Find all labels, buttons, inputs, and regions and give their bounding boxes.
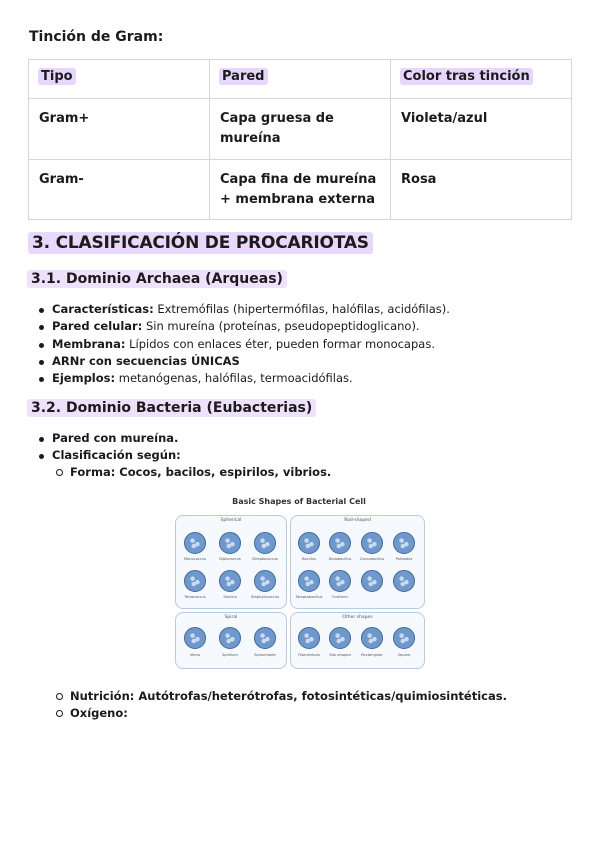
table-header-row [29, 60, 572, 99]
list-item: Membrana: Lípidos con enlaces éter, pueden formar monocapas. [38, 336, 450, 353]
sub-list-item: Nutrición: Autótrofas/heterótrofas, fotosintéticas/quimiosintéticas. [56, 688, 507, 705]
archaea-list [38, 301, 450, 387]
cell-color: Violeta/azul [391, 99, 572, 160]
cell-label: Coccobacillus [359, 557, 385, 561]
bacterial-shapes-figure [172, 497, 426, 671]
table-row [29, 160, 572, 220]
cell-label: Fusiform [332, 595, 348, 599]
section-title: 3. CLASIFICACIÓN DE PROCARIOTAS [28, 232, 373, 254]
bacteria-sublist [56, 464, 331, 481]
gram-stain-table [28, 59, 572, 220]
cell-label: Diplobacillus [328, 557, 352, 561]
cell-tipo: Gram- [29, 160, 210, 220]
panel-other-shapes [290, 612, 425, 669]
bacteria-cell-icon [393, 570, 415, 592]
list-item: Pared con mureína. [38, 430, 181, 447]
panel-title: Rod-shaped [344, 518, 371, 523]
bacteria-cell-icon [329, 627, 351, 649]
cell-tipo: Gram+ [29, 99, 210, 160]
cell-label: Rectangular [361, 653, 383, 657]
table-row [29, 99, 572, 160]
cell-label: Spirillum [222, 653, 238, 657]
cell-label: Streptococcus [252, 557, 278, 561]
bacteria-cell-icon [393, 532, 415, 554]
bacteria-cell-icon [361, 532, 383, 554]
cell-color: Rosa [391, 160, 572, 220]
cell-label: Monococcus [183, 557, 207, 561]
cell-label: Vibrio [189, 653, 201, 657]
sub-list-item: Forma: Cocos, bacilos, espirilos, vibrios. [56, 464, 331, 481]
bacteria-cell-icon [184, 570, 206, 592]
cell-label: Tetracoccus [184, 595, 206, 599]
panel-rod-shaped [290, 515, 425, 609]
panel-title: Spiral [224, 615, 238, 620]
header-pared: Pared [219, 68, 268, 85]
list-item: Características: Extremófilas (hipertermófilas, halófilas, acidófilas). [38, 301, 450, 318]
bacteria-cell-icon [254, 570, 276, 592]
panel-spherical [175, 515, 287, 609]
cell-pared: Capa gruesa de mureína [210, 99, 391, 160]
bacteria-cell-icon [361, 570, 383, 592]
cell-label: Square [397, 653, 411, 657]
bacteria-heading: 3.2. Dominio Bacteria (Eubacterias) [27, 399, 316, 417]
archaea-heading: 3.1. Dominio Archaea (Arqueas) [27, 270, 287, 288]
bacteria-cell-icon [329, 570, 351, 592]
gram-stain-heading: Tinción de Gram: [29, 29, 164, 45]
bacteria-sublist-continued [56, 688, 507, 723]
cell-label: Sarcina [223, 595, 237, 599]
cell-label: Streptobacillus [295, 595, 323, 599]
list-item: Clasificación según: [38, 447, 181, 464]
figure-title: Basic Shapes of Bacterial Cell [232, 497, 366, 506]
bacteria-cell-icon [184, 627, 206, 649]
bacteria-cell-icon [361, 627, 383, 649]
list-item: ARNr con secuencias ÚNICAS [38, 353, 450, 370]
cell-label: Star-shaped [329, 653, 351, 657]
cell-label: Filamentous [298, 653, 320, 657]
cell-label: Staphylococcus [250, 595, 280, 599]
bacteria-cell-icon [254, 532, 276, 554]
bacteria-cell-icon [219, 570, 241, 592]
list-item: Pared celular: Sin mureína (proteínas, pseudopeptidoglicano). [38, 318, 450, 335]
bacteria-cell-icon [298, 532, 320, 554]
bacteria-cell-icon [219, 627, 241, 649]
sub-list-item: Oxígeno: [56, 705, 507, 722]
cell-label: Spirochaete [254, 653, 276, 657]
bacteria-cell-icon [298, 627, 320, 649]
bacteria-list [38, 430, 181, 465]
cell-label: Bacillus [302, 557, 316, 561]
bacteria-cell-icon [298, 570, 320, 592]
bacteria-cell-icon [184, 532, 206, 554]
cell-label: Diplococcus [219, 557, 241, 561]
panel-spiral [175, 612, 287, 669]
header-color: Color tras tinción [400, 68, 533, 85]
bacteria-cell-icon [393, 627, 415, 649]
panel-title: Spherical [220, 518, 242, 523]
list-item: Ejemplos: metanógenas, halófilas, termoacidófilas. [38, 370, 450, 387]
bacteria-cell-icon [329, 532, 351, 554]
bacteria-cell-icon [219, 532, 241, 554]
bacteria-cell-icon [254, 627, 276, 649]
panel-title: Other shapes [342, 615, 373, 620]
cell-pared: Capa fina de mureína + membrana externa [210, 160, 391, 220]
cell-label: Palisades [395, 557, 413, 561]
header-tipo: Tipo [38, 68, 76, 85]
